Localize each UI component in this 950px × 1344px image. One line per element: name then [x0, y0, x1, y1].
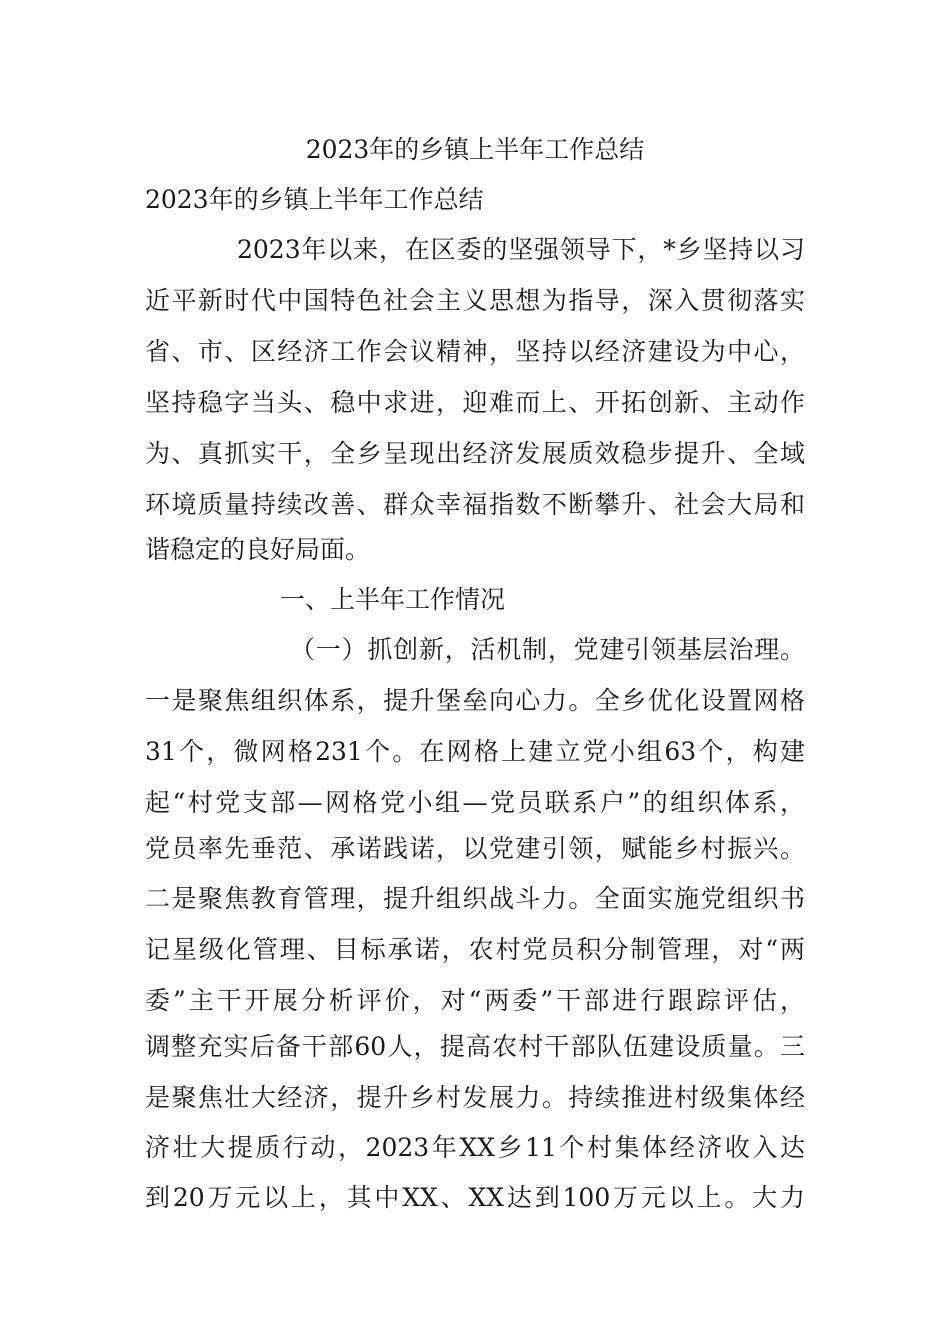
intro-line: 谐稳定的良好局面。: [145, 535, 371, 564]
body-line: 是聚焦壮大经济，提升乡村发展力。持续推进村级集体经: [145, 1083, 805, 1112]
body-line: 到20万元以上，其中XX、XX达到100万元以上。大力: [145, 1183, 805, 1212]
body-line: 一是聚焦组织体系，提升堡垒向心力。全乡优化设置网格: [145, 686, 805, 715]
intro-line: 为、真抓实干，全乡呈现出经济发展质效稳步提升、全域: [145, 439, 805, 468]
section-heading: 一、上半年工作情况: [280, 585, 506, 614]
body-line: 委”主干开展分析评价，对“两委”干部进行跟踪评估，: [145, 986, 805, 1015]
subsection-heading: （一）抓创新，活机制，党建引领基层治理。: [290, 635, 805, 664]
body-line: 记星级化管理、目标承诺，农村党员积分制管理，对“两: [145, 935, 805, 964]
intro-line: 省、市、区经济工作会议精神，坚持以经济建设为中心，: [145, 337, 805, 366]
body-line: 二是聚焦教育管理，提升组织战斗力。全面实施党组织书: [145, 884, 805, 913]
intro-line: 近平新时代中国特色社会主义思想为指导，深入贯彻落实: [145, 286, 805, 315]
body-line: 起“村党支部—网格党小组—党员联系户”的组织体系，: [145, 788, 805, 817]
document-subtitle: 2023年的乡镇上半年工作总结: [145, 185, 484, 214]
document-title: 2023年的乡镇上半年工作总结: [305, 135, 645, 164]
body-line: 31个，微网格231个。在网格上建立党小组63个，构建: [145, 737, 805, 766]
intro-line: 坚持稳字当头、稳中求进，迎难而上、开拓创新、主动作: [145, 388, 805, 417]
body-line: 调整充实后备干部60人，提高农村干部队伍建设质量。三: [145, 1032, 805, 1061]
body-line: 济壮大提质行动，2023年XX乡11个村集体经济收入达: [145, 1133, 805, 1162]
body-line: 党员率先垂范、承诺践诺，以党建引领，赋能乡村振兴。: [145, 834, 805, 863]
intro-line: 2023年以来，在区委的坚强领导下，*乡坚持以习: [237, 235, 805, 264]
intro-line: 环境质量持续改善、群众幸福指数不断攀升、社会大局和: [145, 490, 805, 519]
